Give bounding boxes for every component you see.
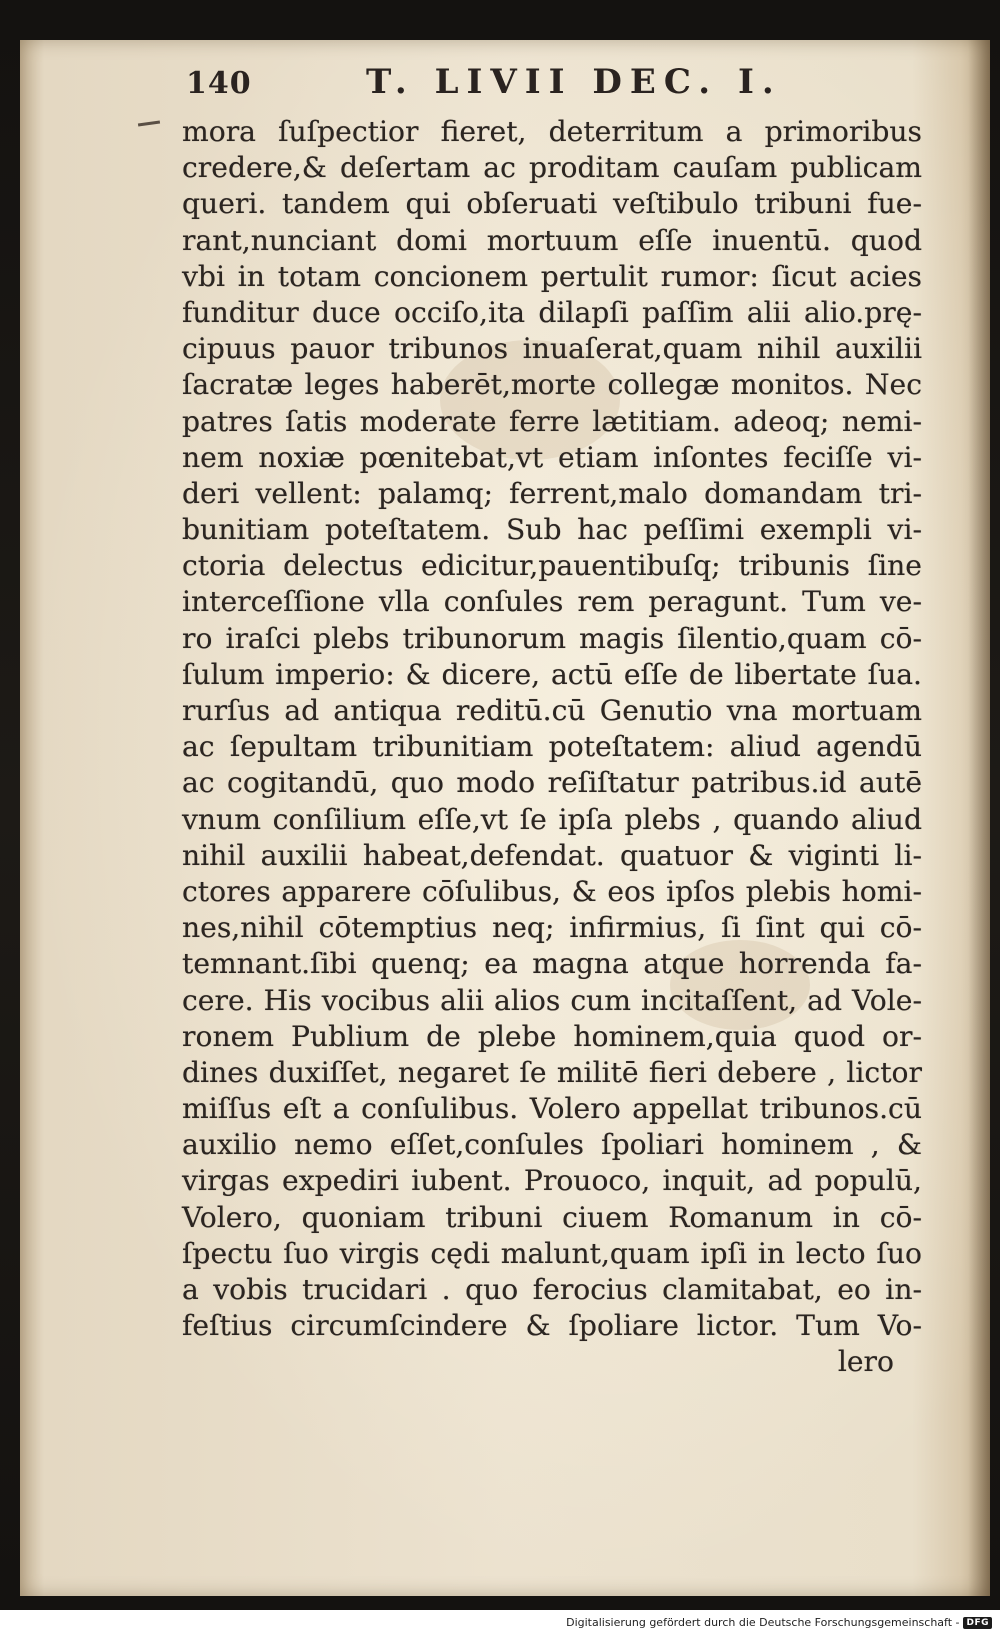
text-line: cipuus pauor tribunos inuaſerat,quam nihil auxilii (182, 332, 922, 366)
body-text (182, 114, 922, 1381)
text-line: auxilio nemo eſſet,conſules ſpoliari hominem , & (182, 1128, 922, 1162)
text-line: Volero, quoniam tribuni ciuem Romanum in cō- (182, 1200, 922, 1234)
text-line: virgas expediri iubent. Prouoco, inquit, ad populū, (182, 1164, 922, 1198)
text-line: ſacratæ leges haberēt,morte collegæ monitos. Nec (182, 368, 922, 402)
text-line: lero (837, 1345, 894, 1379)
text-line: ctoria delectus edicitur,pauentibuſq; tribunis ſine (182, 549, 922, 583)
text-line: patres ſatis moderate ferre lætitiam. adeoq; nemi- (182, 404, 922, 438)
text-line: nihil auxilii habeat,defendat. quatuor & viginti li- (182, 838, 922, 872)
text-line: interceſſione vlla conſules rem peragunt. Tum ve- (182, 585, 922, 619)
text-line: ronem Publium de plebe hominem,quia quod or- (182, 1019, 922, 1053)
text-line: deri vellent: palamq; ferrent,malo domandam tri- (182, 476, 922, 510)
text-line: feſtius circumſcindere & ſpoliare lictor. Tum Vo- (182, 1309, 922, 1343)
text-line: ctores apparere cōſulibus, & eos ipſos plebis homi- (182, 874, 922, 908)
book-page (20, 40, 990, 1596)
text-line: ac cogitandū, quo modo reſiſtatur patribus.id autē (182, 766, 922, 800)
text-line: vnum conſilium eſſe,vt ſe ipſa plebs , quando aliud (182, 802, 922, 836)
dfg-logo: DFG (963, 1617, 992, 1629)
text-line: queri. tandem qui obſeruati veſtibulo tribuni fue- (182, 187, 922, 221)
text-line: rurſus ad antiqua reditū.cū Genutio vna mortuam (182, 694, 922, 727)
margin-mark (138, 120, 160, 126)
credit-text: Digitalisierung gefördert durch die Deutsche Forschungsgemeinschaft - (566, 1616, 960, 1629)
running-head (186, 60, 836, 104)
text-line: temnant.ſibi quenq; ea magna atque horrenda fa- (182, 947, 922, 981)
text-line: vbi in totam concionem pertulit rumor: ſicut acies (182, 259, 922, 293)
text-line: nem noxiæ pœnitebat,vt etiam inſontes feciſſe vi- (182, 440, 922, 474)
text-line: dines duxiſſet, negaret ſe militē fieri debere , lictor (182, 1055, 922, 1089)
text-line: credere,& deſertam ac proditam cauſam publicam (182, 151, 922, 185)
gutter-shadow (968, 40, 990, 1596)
text-line: bunitiam poteſtatem. Sub hac peſſimi exempli vi- (182, 513, 922, 547)
text-line: a vobis trucidari . quo ferocius clamitabat, eo in- (182, 1273, 922, 1306)
text-line: ac ſepultam tribunitiam poteſtatem: aliud agendū (182, 730, 922, 764)
text-line: miſſus eſt a conſulibus. Volero appellat tribunos.cū (182, 1092, 922, 1126)
text-line: rant,nunciant domi mortuum eſſe inuentū. quod (182, 223, 922, 257)
text-line: mora ſuſpectior fieret, deterritum a primoribus (182, 115, 922, 148)
page-number: 140 (186, 66, 252, 101)
digitization-credit (566, 1616, 992, 1629)
text-line: ro iraſci plebs tribunorum magis ſilentio,quam cō- (182, 621, 922, 655)
text-line: ſulum imperio: & dicere, actū eſſe de libertate ſua. (182, 657, 922, 691)
text-line: cere. His vocibus alii alios cum incitaſſent, ad Vole- (182, 983, 922, 1017)
text-line: funditur duce occiſo,ita dilapſi paſſim alii alio.prę- (182, 295, 922, 329)
running-title: T. LIVII DEC. I. (366, 62, 782, 102)
text-line: nes,nihil cōtemptius neq; infirmius, ſi ſint qui cō- (182, 911, 922, 945)
text-line: ſpectu ſuo virgis cędi malunt,quam ipſi in lecto ſuo (182, 1236, 922, 1270)
